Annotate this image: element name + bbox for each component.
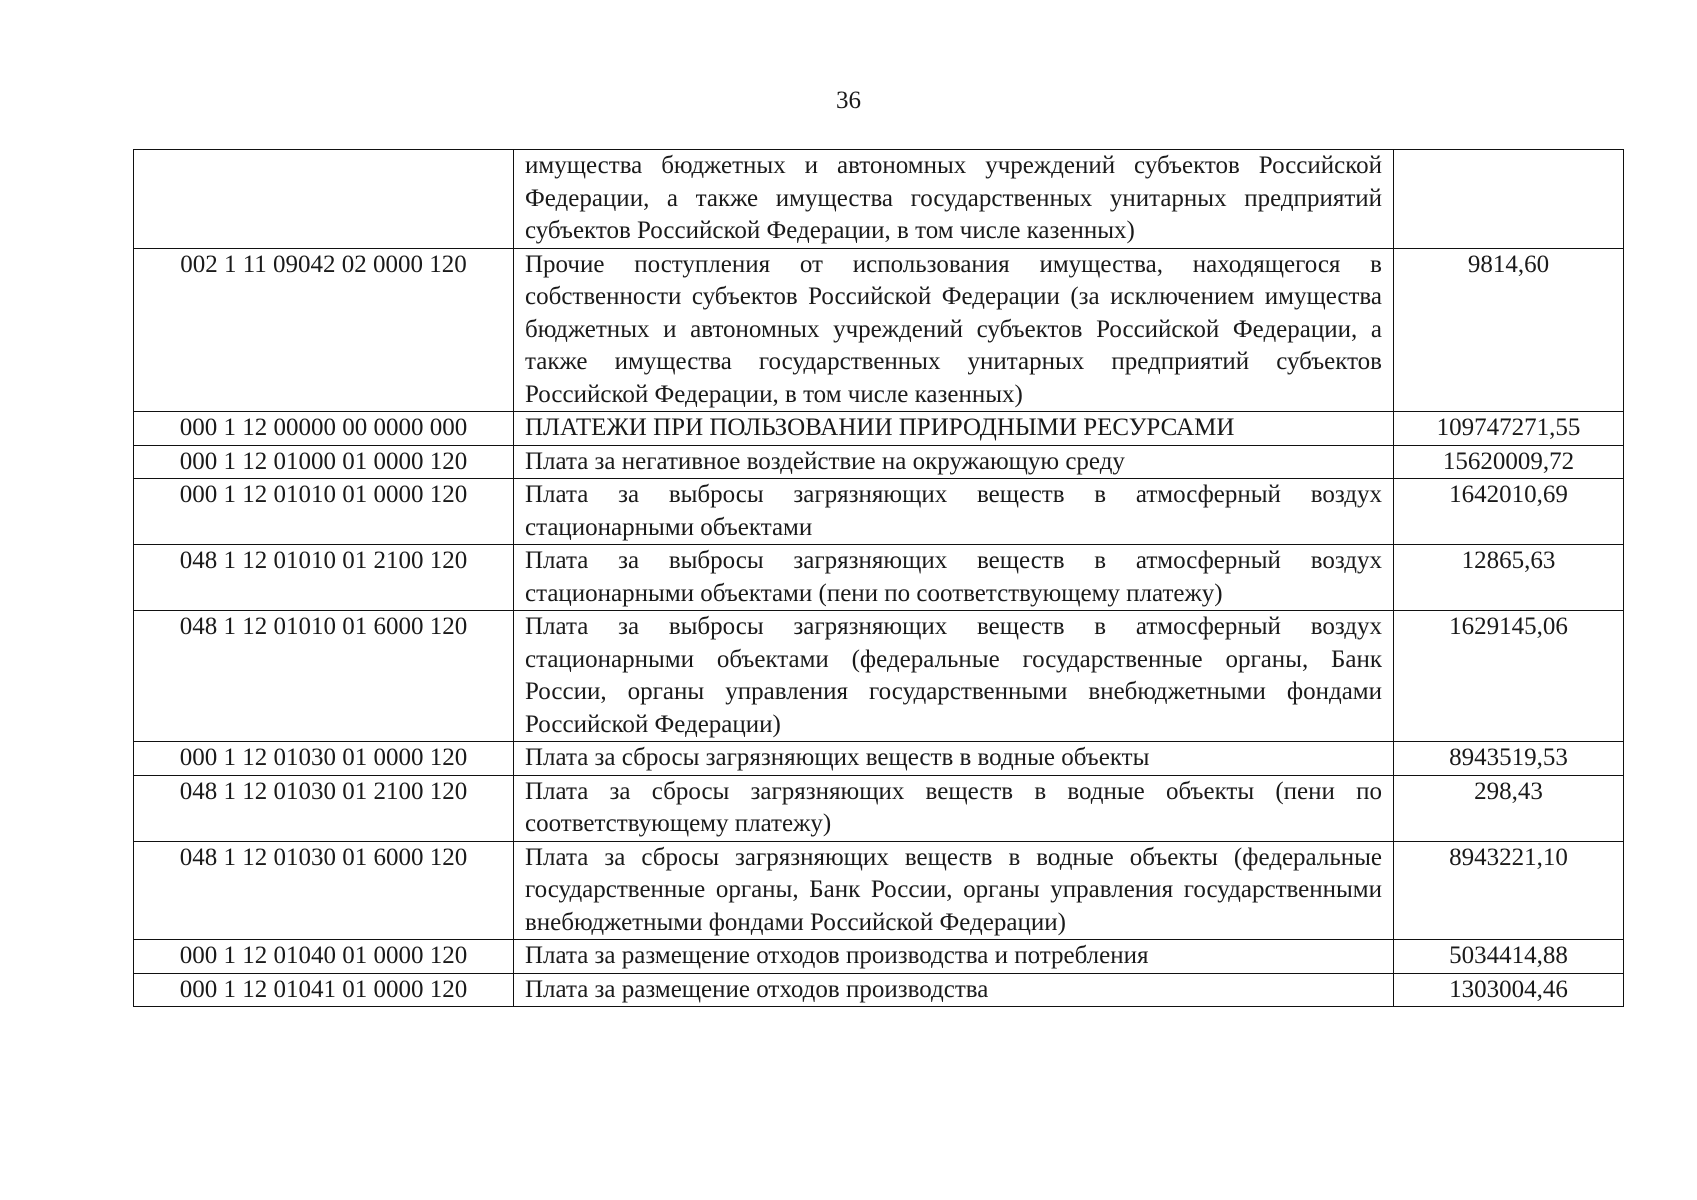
page-number: 36 [836, 87, 861, 114]
table-row [134, 479, 1624, 545]
amount: 8943221,10 [1394, 841, 1624, 940]
revenue-name: Плата за выбросы загрязняющих веществ в атмосферный воздух стационарными объектами [514, 479, 1394, 545]
classification-code: 048 1 12 01030 01 6000 120 [134, 841, 514, 940]
revenue-name: Плата за выбросы загрязняющих веществ в атмосферный воздух стационарными объектами (пени по соответствующему платежу) [514, 545, 1394, 611]
classification-code: 000 1 12 00000 00 0000 000 [134, 412, 514, 446]
amount: 298,43 [1394, 775, 1624, 841]
classification-code: 002 1 11 09042 02 0000 120 [134, 248, 514, 412]
classification-code: 048 1 12 01010 01 2100 120 [134, 545, 514, 611]
table-row [134, 545, 1624, 611]
table-row [134, 742, 1624, 776]
table-row [134, 611, 1624, 742]
table-row [134, 775, 1624, 841]
revenue-name: Плата за сбросы загрязняющих веществ в водные объекты [514, 742, 1394, 776]
classification-code: 000 1 12 01000 01 0000 120 [134, 445, 514, 479]
amount [1394, 150, 1624, 249]
table-row [134, 150, 1624, 249]
amount: 109747271,55 [1394, 412, 1624, 446]
classification-code: 000 1 12 01010 01 0000 120 [134, 479, 514, 545]
amount: 1642010,69 [1394, 479, 1624, 545]
amount: 5034414,88 [1394, 940, 1624, 974]
amount: 12865,63 [1394, 545, 1624, 611]
table-row [134, 412, 1624, 446]
classification-code: 000 1 12 01040 01 0000 120 [134, 940, 514, 974]
revenue-name: Плата за сбросы загрязняющих веществ в водные объекты (федеральные государственные органы, Банк России, органы управления государственными внебюджетными фондами Российской Федерации) [514, 841, 1394, 940]
revenue-name: имущества бюджетных и автономных учреждений субъектов Российской Федерации, а также имущества государственных унитарных предприятий субъектов Российской Федерации, в том числе казенных) [514, 150, 1394, 249]
budget-table-body [134, 150, 1624, 1007]
amount: 9814,60 [1394, 248, 1624, 412]
revenue-name: Плата за выбросы загрязняющих веществ в атмосферный воздух стационарными объектами (федеральные государственные органы, Банк России, органы управления государственными внебюджетными фондами Российской Федерации) [514, 611, 1394, 742]
revenue-name: Плата за негативное воздействие на окружающую среду [514, 445, 1394, 479]
classification-code: 000 1 12 01041 01 0000 120 [134, 973, 514, 1007]
table-row [134, 940, 1624, 974]
classification-code: 000 1 12 01030 01 0000 120 [134, 742, 514, 776]
table-row [134, 248, 1624, 412]
revenue-name: Плата за сбросы загрязняющих веществ в водные объекты (пени по соответствующему платежу) [514, 775, 1394, 841]
revenue-name: Плата за размещение отходов производства [514, 973, 1394, 1007]
classification-code [134, 150, 514, 249]
amount: 8943519,53 [1394, 742, 1624, 776]
revenue-name: Прочие поступления от использования имущества, находящегося в собственности субъектов Российской Федерации (за исключением имущества бюджетных и автономных учреждений субъектов Российской Федерации, а также имущества государственных унитарных предприятий субъектов Российской Федерации, в том числе казенных) [514, 248, 1394, 412]
revenue-name: Плата за размещение отходов производства и потребления [514, 940, 1394, 974]
revenue-name: ПЛАТЕЖИ ПРИ ПОЛЬЗОВАНИИ ПРИРОДНЫМИ РЕСУРСАМИ [514, 412, 1394, 446]
classification-code: 048 1 12 01030 01 2100 120 [134, 775, 514, 841]
amount: 1303004,46 [1394, 973, 1624, 1007]
table-row [134, 445, 1624, 479]
classification-code: 048 1 12 01010 01 6000 120 [134, 611, 514, 742]
table-row [134, 973, 1624, 1007]
amount: 15620009,72 [1394, 445, 1624, 479]
amount: 1629145,06 [1394, 611, 1624, 742]
table-row [134, 841, 1624, 940]
budget-table [133, 149, 1624, 1007]
